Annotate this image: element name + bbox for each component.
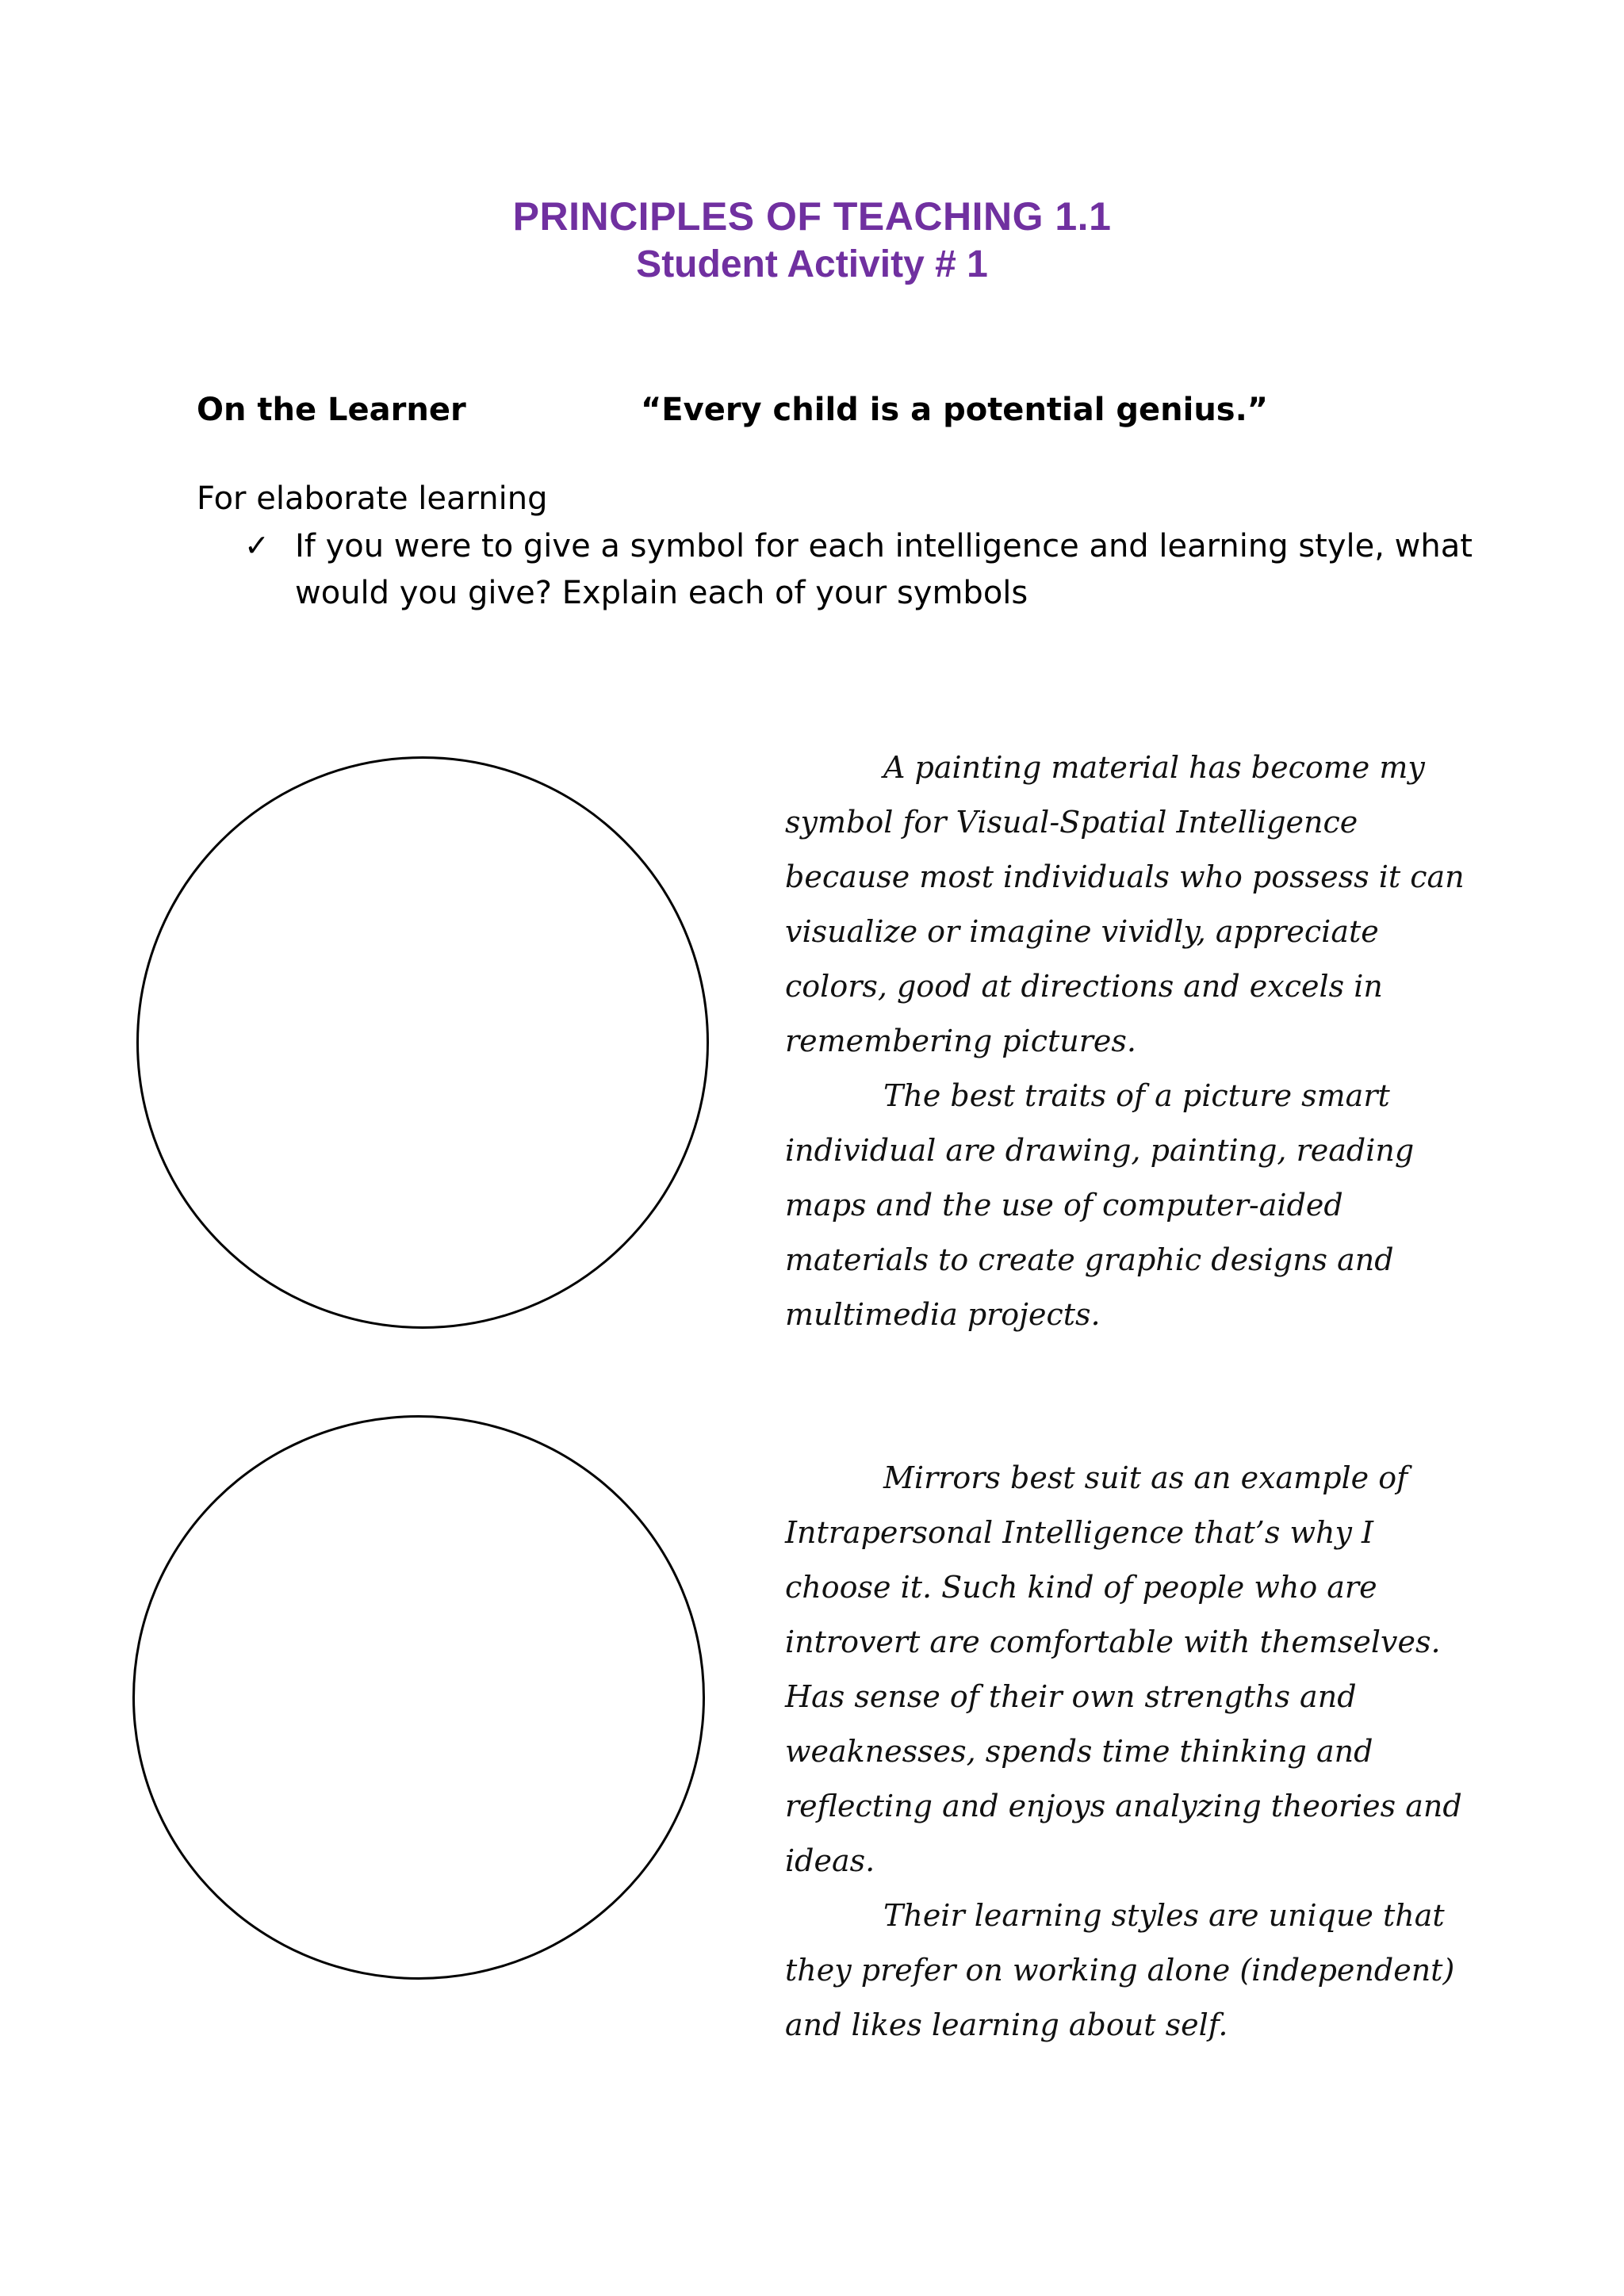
explanation-line: individual are drawing, painting, reading xyxy=(785,1133,1415,1168)
explanation-line: materials to create graphic designs and xyxy=(785,1242,1394,1277)
explanation-line: Intrapersonal Intelligence that’s why I xyxy=(785,1515,1374,1550)
explanation-line: maps and the use of computer-aided xyxy=(785,1188,1343,1223)
explanation-line: colors, good at directions and excels in xyxy=(785,969,1383,1004)
explanation-line: they prefer on working alone (independent) xyxy=(785,1953,1455,1988)
instruction-item-line2: would you give? Explain each of your symbols xyxy=(295,575,1028,611)
symbol-explanation-visual-spatial xyxy=(785,740,1465,1342)
explanation-line: symbol for Visual-Spatial Intelligence xyxy=(785,805,1358,840)
explanation-line: visualize or imagine vividly, appreciate xyxy=(785,914,1379,949)
page-title: PRINCIPLES OF TEACHING 1.1 xyxy=(512,194,1112,239)
explanation-line: multimedia projects. xyxy=(785,1297,1101,1332)
explanation-line: A painting material has become my xyxy=(883,750,1425,785)
explanation-line: weaknesses, spends time thinking and xyxy=(785,1734,1373,1769)
explanation-line: choose it. Such kind of people who are xyxy=(785,1570,1377,1605)
symbol-explanation-intrapersonal xyxy=(785,1451,1462,2053)
symbol-circle-intrapersonal xyxy=(132,1415,705,1980)
explanation-line: Mirrors best suit as an example of xyxy=(883,1460,1408,1495)
explanation-line: The best traits of a picture smart xyxy=(883,1078,1390,1113)
explanation-line: Has sense of their own strengths and xyxy=(785,1679,1357,1714)
instructions-lead: For elaborate learning xyxy=(197,480,548,517)
instruction-item-line1: If you were to give a symbol for each intelligence and learning style, what xyxy=(295,528,1473,564)
explanation-line: remembering pictures. xyxy=(785,1024,1136,1058)
section-quote: “Every child is a potential genius.” xyxy=(641,392,1269,428)
section-heading: On the Learner xyxy=(197,392,466,428)
explanation-line: introvert are comfortable with themselves. xyxy=(785,1624,1441,1659)
explanation-line: reflecting and enjoys analyzing theories and xyxy=(785,1789,1462,1823)
explanation-line: because most individuals who possess it can xyxy=(785,859,1465,894)
explanation-line: Their learning styles are unique that xyxy=(883,1898,1445,1933)
checkmark-icon: ✓ xyxy=(244,528,270,563)
page-subtitle: Student Activity # 1 xyxy=(636,243,988,285)
explanation-line: and likes learning about self. xyxy=(785,2007,1228,2042)
symbol-circle-visual-spatial xyxy=(136,756,709,1329)
explanation-line: ideas. xyxy=(785,1843,875,1878)
